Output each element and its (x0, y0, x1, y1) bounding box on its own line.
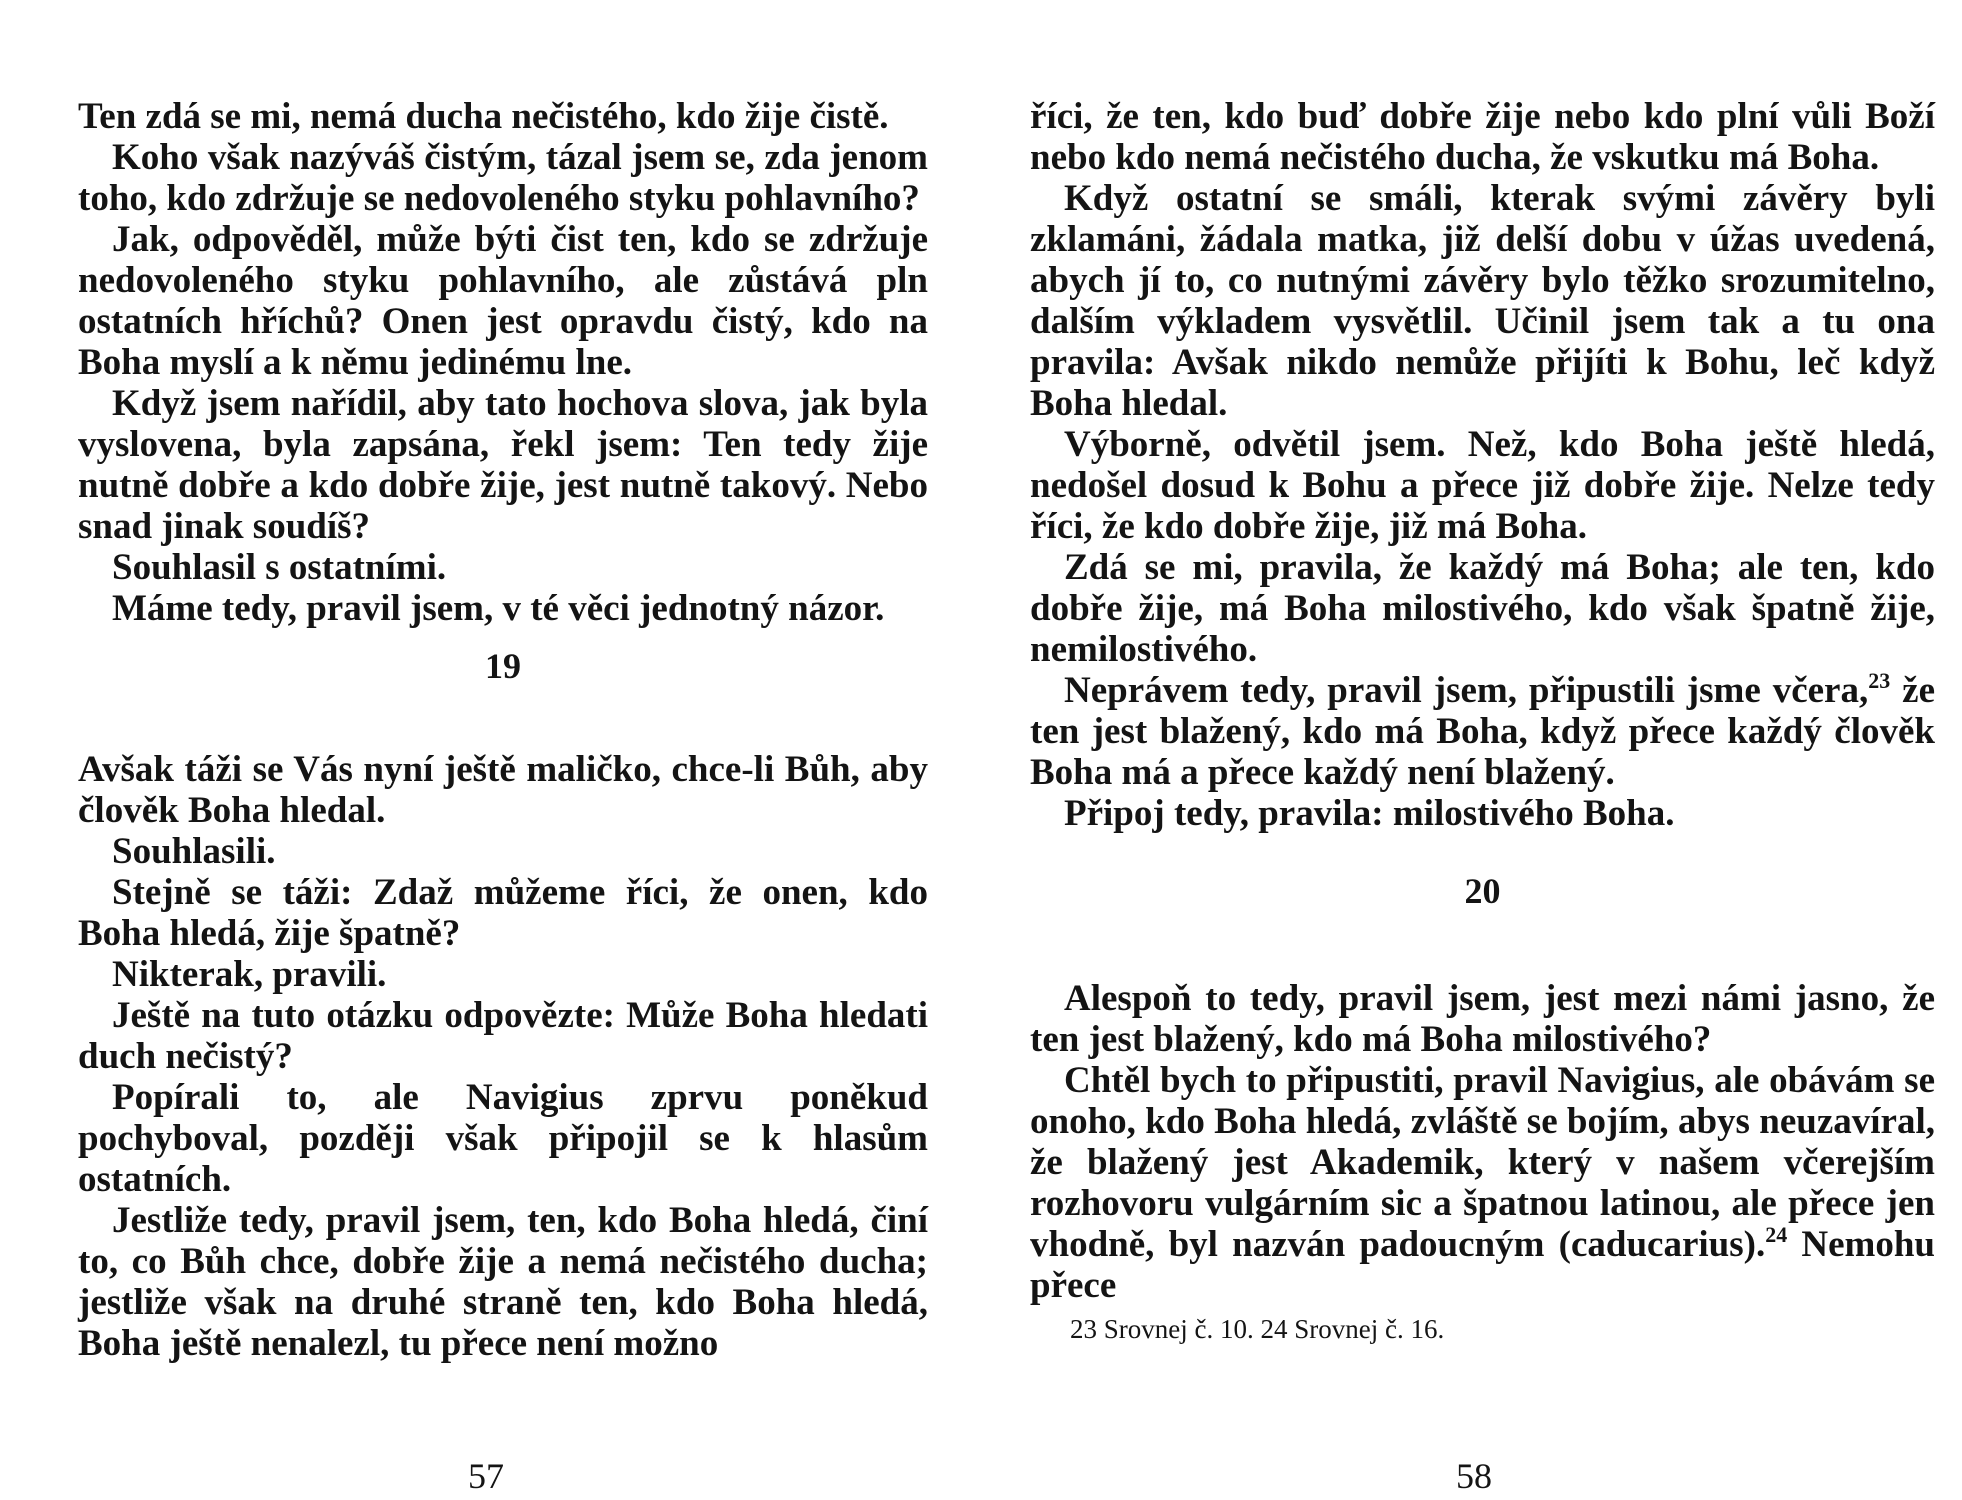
paragraph: Jak, odpověděl, může býti čist ten, kdo se zdržuje nedovoleného styku pohlavního, ale zůstává pln ostatních hříchů? Onen jest opravdu čistý, kdo na Boha myslí a k němu jedinému lne. (78, 219, 928, 383)
page-number: 58 (1456, 1456, 1492, 1496)
paragraph: Ten zdá se mi, nemá ducha nečistého, kdo žije čistě. (78, 96, 889, 137)
paragraph: Koho však nazýváš čistým, tázal jsem se, zda jenom toho, kdo zdržuje se nedovoleného styku pohlavního? (78, 137, 928, 219)
paragraph: Souhlasil s ostatními. (112, 547, 447, 588)
right-page (1030, 96, 1935, 1344)
paragraph: Když jsem nařídil, aby tato hochova slova, jak byla vyslovena, byla zapsána, řekl jsem: Ten tedy žije nutně dobře a kdo dobře žije, jest nutně takový. Nebo snad jinak soudíš? (78, 383, 928, 547)
paragraph-text: Nemohu přece (1030, 1224, 1936, 1306)
paragraph: říci, že ten, kdo buď dobře žije nebo kdo plní vůli Boží nebo kdo nemá nečistého ducha, že vskutku má Boha. (1030, 96, 1935, 178)
paragraph: Alespoň to tedy, pravil jsem, jest mezi námi jasno, že ten jest blažený, kdo má Boha milostivého? (1030, 978, 1935, 1060)
paragraph: Popírali to, ale Navigius zprvu poněkud pochyboval, později však připojil se k hlasům ostatních. (78, 1077, 928, 1200)
paragraph-with-note (1030, 1060, 1935, 1306)
paragraph-text: Neprávem tedy, pravil jsem, připustili jsme včera, (1064, 670, 1869, 711)
paragraph: Výborně, odvětil jsem. Než, kdo Boha ještě hledá, nedošel dosud k Bohu a přece již dobře žije. Nelze tedy říci, že kdo dobře žije, již má Boha. (1030, 424, 1935, 547)
paragraph-text: Chtěl bych to připustiti, pravil Navigius, ale obávám se onoho, kdo Boha hledá, zvláště se bojím, abys neuzavíral, že blažený jest Akademik, který v našem včerejším rozhovoru vulgárním sic a špatnou latinou, ale přece jen vhodně, byl nazván padoucným (caducarius). (1030, 1060, 1935, 1265)
paragraph: Zdá se mi, pravila, že každý má Boha; ale ten, kdo dobře žije, má Boha milostivého, kdo však špatně žije, nemilostivého. (1030, 547, 1935, 670)
footnote-ref: 24 (1765, 1222, 1788, 1247)
paragraph: Jestliže tedy, pravil jsem, ten, kdo Boha hledá, činí to, co Bůh chce, dobře žije a nemá nečistého ducha; jestliže však na druhé straně ten, kdo Boha hledá, Boha ještě nenalezl, tu přece není možno (78, 1200, 928, 1364)
paragraph: Nikterak, pravili. (112, 954, 387, 995)
footnote-ref: 23 (1868, 668, 1891, 693)
paragraph-text: že ten jest blažený, kdo má Boha, když přece každý člověk Boha má a přece každý není blažený. (1030, 670, 1935, 793)
paragraph: Stejně se táži: Zdaž můžeme říci, že onen, kdo Boha hledá, žije špatně? (78, 872, 928, 954)
footnotes: 23 Srovnej č. 10. 24 Srovnej č. 16. (1070, 1314, 1445, 1344)
paragraph-with-note (1030, 670, 1935, 793)
paragraph: Ještě na tuto otázku odpovězte: Může Boha hledati duch nečistý? (78, 995, 928, 1077)
paragraph: Připoj tedy, pravila: milostivého Boha. (1064, 793, 1675, 834)
paragraph: Souhlasili. (112, 831, 276, 872)
paragraph: Když ostatní se smáli, kterak svými závěry byli zklamáni, žádala matka, již delší dobu v úžas uvedená, abych jí to, co nutnými závěry bylo těžko srozumitelno, dalším výkladem vysvětlil. Učinil jsem tak a tu ona pravila: Avšak nikdo nemůže přijíti k Bohu, leč když Boha hledal. (1030, 178, 1935, 424)
section-number: 19 (485, 646, 521, 686)
section-number: 20 (1464, 871, 1501, 911)
left-page (78, 96, 928, 1364)
page-number: 57 (468, 1456, 504, 1496)
paragraph: Avšak táži se Vás nyní ještě maličko, chce-li Bůh, aby člověk Boha hledal. (78, 749, 928, 831)
paragraph: Máme tedy, pravil jsem, v té věci jednotný názor. (112, 588, 885, 629)
